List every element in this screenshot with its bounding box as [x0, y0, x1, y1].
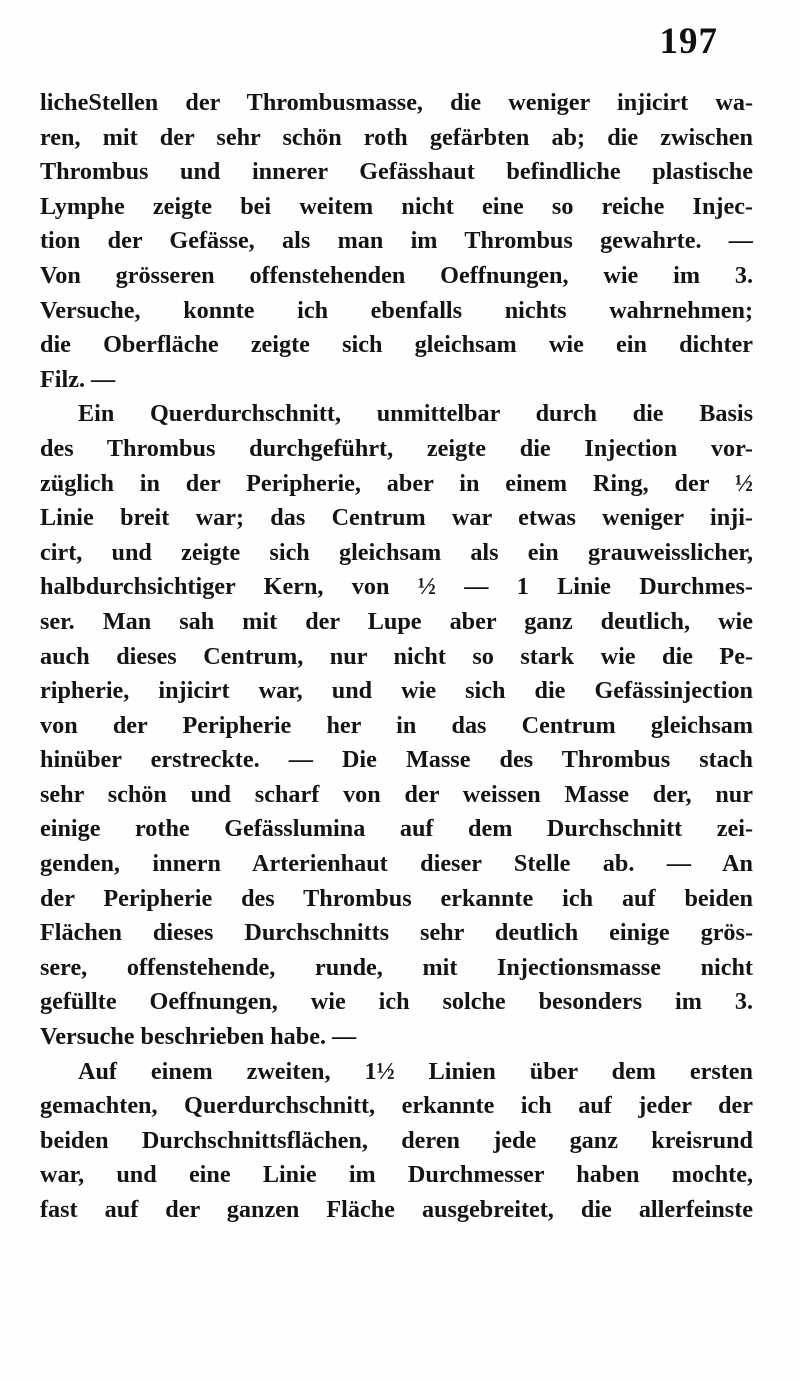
text-line: licheStellen der Thrombusmasse, die weniger injicirt wa-	[40, 89, 753, 116]
text-line: ripherie, injicirt war, und wie sich die Gefässinjection	[40, 677, 753, 705]
text-line: des Thrombus durchgeführt, zeigte die Injection vor-	[40, 434, 753, 462]
text-line: cirt, und zeigte sich gleichsam als ein grauweisslicher,	[40, 538, 753, 566]
text-line: Linie breit war; das Centrum war etwas weniger inji-	[40, 504, 753, 532]
text-line: Ein Querdurchschnitt, unmittelbar durch die Basis	[78, 400, 753, 428]
text-line: beiden Durchschnittsflächen, deren jede ganz kreisrund	[40, 1126, 753, 1154]
text-line: tion der Gefässe, als man im Thrombus gewahrte. —	[40, 227, 753, 255]
text-line: halbdurchsichtiger Kern, von ½ — 1 Linie Durchmes-	[40, 573, 753, 601]
text-line: sehr schön und scharf von der weissen Masse der, nur	[40, 780, 753, 808]
text-line: Von grösseren offenstehenden Oeffnungen, wie im 3.	[40, 261, 753, 289]
text-line: Filz. —	[40, 365, 116, 393]
page-number: 197	[659, 21, 718, 62]
text-line: die Oberfläche zeigte sich gleichsam wie ein dichter	[40, 331, 753, 359]
text-line: fast auf der ganzen Fläche ausgebreitet, die allerfeinste	[40, 1196, 753, 1223]
text-line: der Peripherie des Thrombus erkannte ich auf beiden	[40, 884, 753, 912]
text-line: Thrombus und innerer Gefässhaut befindliche plastische	[40, 158, 753, 186]
text-line: gefüllte Oeffnungen, wie ich solche besonders im 3.	[40, 988, 753, 1016]
text-line: Lymphe zeigte bei weitem nicht eine so reiche Injec-	[40, 192, 753, 220]
text-line: ser. Man sah mit der Lupe aber ganz deutlich, wie	[40, 607, 753, 635]
text-line: Versuche, konnte ich ebenfalls nichts wahrnehmen;	[40, 296, 753, 324]
text-line: gemachten, Querdurchschnitt, erkannte ich auf jeder der	[40, 1092, 753, 1120]
text-line: auch dieses Centrum, nur nicht so stark wie die Pe-	[40, 642, 753, 670]
text-line: war, und eine Linie im Durchmesser haben mochte,	[40, 1161, 753, 1189]
text-line: Versuche beschrieben habe. —	[40, 1023, 357, 1051]
text-line: von der Peripherie her in das Centrum gleichsam	[40, 711, 753, 739]
text-line: einige rothe Gefässlumina auf dem Durchschnitt zei-	[40, 815, 753, 843]
body-text	[40, 86, 753, 1228]
text-line: sere, offenstehende, runde, mit Injectionsmasse nicht	[40, 953, 753, 981]
text-line: ren, mit der sehr schön roth gefärbten ab; die zwischen	[40, 123, 753, 151]
text-line: Auf einem zweiten, 1½ Linien über dem ersten	[78, 1057, 753, 1085]
text-line: züglich in der Peripherie, aber in einem Ring, der ½	[40, 469, 753, 497]
text-line: hinüber erstreckte. — Die Masse des Thrombus stach	[40, 746, 753, 774]
text-line: Flächen dieses Durchschnitts sehr deutlich einige grös-	[40, 919, 753, 947]
text-line: genden, innern Arterienhaut dieser Stelle ab. — An	[40, 850, 753, 878]
